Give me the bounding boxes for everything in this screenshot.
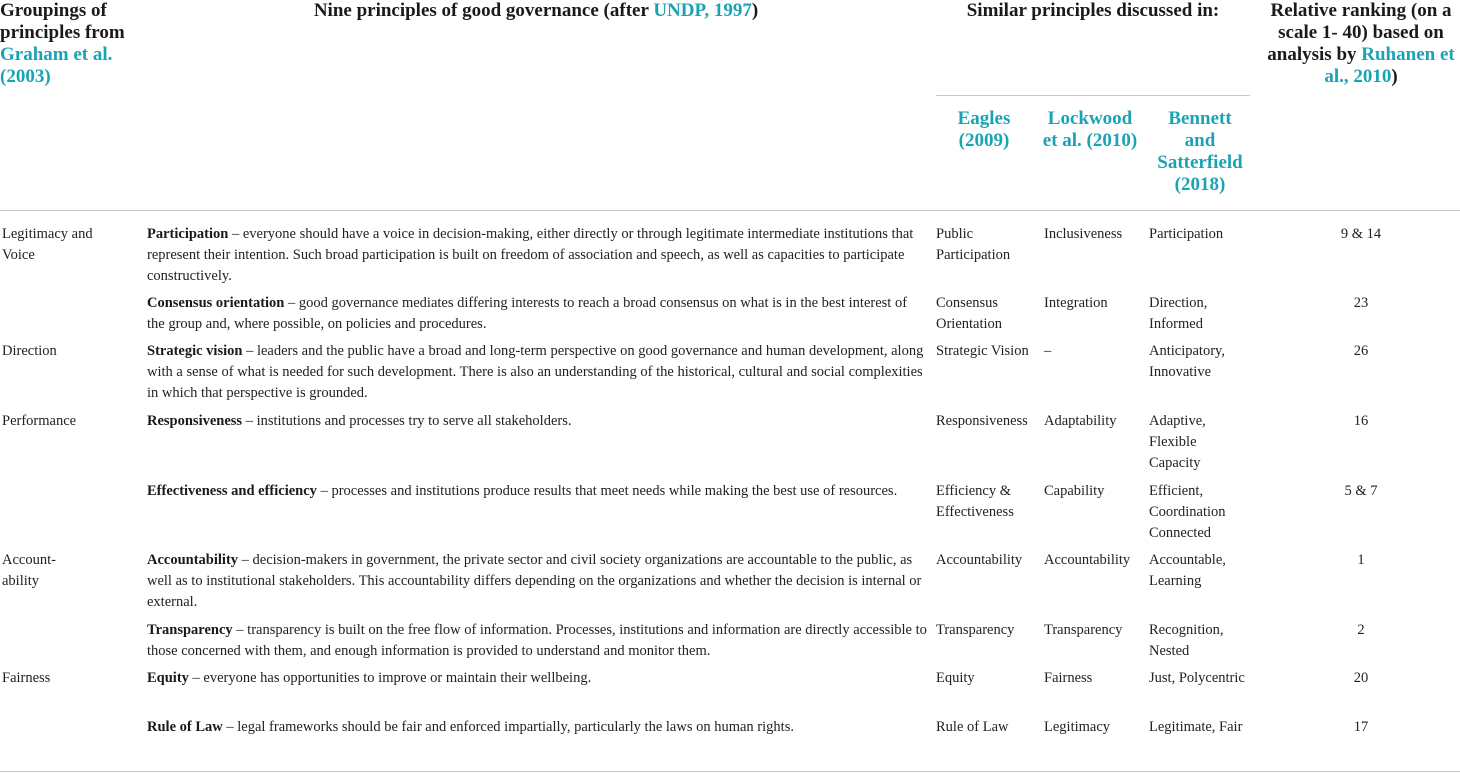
row-lockwood: Integration <box>1044 295 1108 311</box>
principle-term: Responsiveness <box>147 413 243 429</box>
row-group: Fairness <box>2 670 51 686</box>
principle-term: Equity <box>147 670 189 686</box>
principle-description: – everyone should have a voice in decision-making, either directly or through legitimate intermediate institutions that represent their intention. Such broad participation is built on freedom of association and speech, as well as capacities to participate constructively. <box>147 226 914 284</box>
row-lockwood: Legitimacy <box>1044 719 1111 735</box>
row-bennett: Just, Polycentric <box>1149 670 1245 686</box>
row-eagles: Transparency <box>936 622 1015 638</box>
row-eagles: Efficiency & Effectiveness <box>936 483 1014 520</box>
principle-description: – leaders and the public have a broad and long-term perspective on good governance and human development, along with a sense of what is needed for such development. There is also an understanding of the historical, cultural and social complexities in which that perspective is grounded. <box>147 343 924 401</box>
header-relative-ranking-close: ) <box>1391 66 1398 87</box>
lockwood-citation-link[interactable]: Lockwood et al. (2010) <box>1042 108 1138 151</box>
principle-description: – legal frameworks should be fair and enforced impartially, particularly the laws on human rights. <box>222 719 794 735</box>
header-nine-principles <box>146 0 926 22</box>
principle-description: – institutions and processes try to serve all stakeholders. <box>242 413 572 429</box>
row-bennett: Anticipatory, Innovative <box>1149 343 1225 380</box>
principle-description: – good governance mediates differing interests to reach a broad consensus on what is in the best interest of the group and, where possible, on policies and procedures. <box>147 295 908 332</box>
principle-description: – decision-makers in government, the private sector and civil society organizations are accountable to the public, as well as to institutional stakeholders. This accountability differs depending on the organizations and whether the decision is internal or external. <box>147 552 922 610</box>
row-rank: 23 <box>1353 295 1369 311</box>
graham-citation-link[interactable]: Graham et al. (2003) <box>0 44 113 87</box>
row-bennett: Participation <box>1149 226 1224 242</box>
header-similar-principles: Similar principles discussed in: <box>966 0 1220 21</box>
row-eagles: Strategic Vision <box>936 343 1029 359</box>
principle-term: Consensus orientation <box>147 295 285 311</box>
table-bottom-rule <box>0 771 1460 772</box>
row-lockwood: Transparency <box>1044 622 1123 638</box>
row-lockwood: Adaptability <box>1044 413 1117 429</box>
ruhanen-citation-link[interactable]: Ruhanen et al., 2010 <box>1324 44 1455 87</box>
row-principle <box>147 717 927 738</box>
row-rank: 1 <box>1357 552 1365 568</box>
row-lockwood: Accountability <box>1044 552 1131 568</box>
header-groupings <box>0 0 130 88</box>
row-eagles: Public Participation <box>936 226 1011 263</box>
row-lockwood: Inclusiveness <box>1044 226 1123 242</box>
row-eagles: Consensus Orientation <box>936 295 1003 332</box>
header-groupings-text: Groupings of principles from <box>0 0 125 43</box>
principle-term: Strategic vision <box>147 343 243 359</box>
row-principle <box>147 668 927 689</box>
bennett-citation-link[interactable]: Bennett and Satterfield (2018) <box>1157 108 1243 195</box>
principle-term: Rule of Law <box>147 719 223 735</box>
header-subrule <box>936 95 1250 96</box>
row-rank: 16 <box>1353 413 1369 429</box>
principle-term: Participation <box>147 226 229 242</box>
row-rank: 9 & 14 <box>1340 226 1382 242</box>
principle-description: – everyone has opportunities to improve or maintain their wellbeing. <box>188 670 592 686</box>
row-bennett: Accountable, Learning <box>1149 552 1226 589</box>
row-bennett: Adaptive, Flexible Capacity <box>1149 413 1206 471</box>
row-eagles: Accountability <box>936 552 1023 568</box>
principle-term: Transparency <box>147 622 233 638</box>
row-bennett: Direction, Informed <box>1149 295 1208 332</box>
row-bennett: Recognition, Nested <box>1149 622 1224 659</box>
row-bennett: Legitimate, Fair <box>1149 719 1243 735</box>
principle-term: Accountability <box>147 552 239 568</box>
row-group: Performance <box>2 413 77 429</box>
row-rank: 17 <box>1353 719 1369 735</box>
row-group: Account- ability <box>2 552 56 589</box>
row-lockwood: – <box>1044 343 1052 359</box>
row-lockwood: Fairness <box>1044 670 1093 686</box>
row-principle <box>147 341 927 404</box>
row-group: Legitimacy and Voice <box>2 226 93 263</box>
eagles-citation-link[interactable]: Eagles (2009) <box>957 108 1011 151</box>
row-principle <box>147 224 927 287</box>
principle-description: – transparency is built on the free flow of information. Processes, institutions and information are directly accessible to those concerned with them, and enough information is provided to understand and monitor them. <box>147 622 927 659</box>
row-principle <box>147 293 927 335</box>
principle-term: Effectiveness and efficiency <box>147 483 317 499</box>
row-principle <box>147 550 927 613</box>
row-rank: 26 <box>1353 343 1369 359</box>
row-principle <box>147 620 927 662</box>
header-nine-principles-text: Nine principles of good governance (after <box>313 0 649 21</box>
undp-citation-link[interactable]: UNDP, 1997 <box>653 0 752 21</box>
row-rank: 20 <box>1353 670 1369 686</box>
row-principle <box>147 481 927 502</box>
row-group: Direction <box>2 343 57 359</box>
row-principle <box>147 411 927 432</box>
row-eagles: Equity <box>936 670 975 686</box>
row-lockwood: Capability <box>1044 483 1105 499</box>
row-rank: 5 & 7 <box>1344 483 1378 499</box>
header-bottom-rule <box>0 210 1460 211</box>
header-relative-ranking-text: Relative ranking (on a scale 1- 40) based on analysis by <box>1267 0 1452 65</box>
row-bennett: Efficient, Coordination Connected <box>1149 483 1226 541</box>
header-relative-ranking <box>1262 0 1460 88</box>
row-rank: 2 <box>1357 622 1365 638</box>
header-nine-principles-close: ) <box>751 0 759 21</box>
principle-description: – processes and institutions produce results that meet needs while making the best use of resources. <box>316 483 898 499</box>
row-eagles: Responsiveness <box>936 413 1028 429</box>
row-eagles: Rule of Law <box>936 719 1009 735</box>
